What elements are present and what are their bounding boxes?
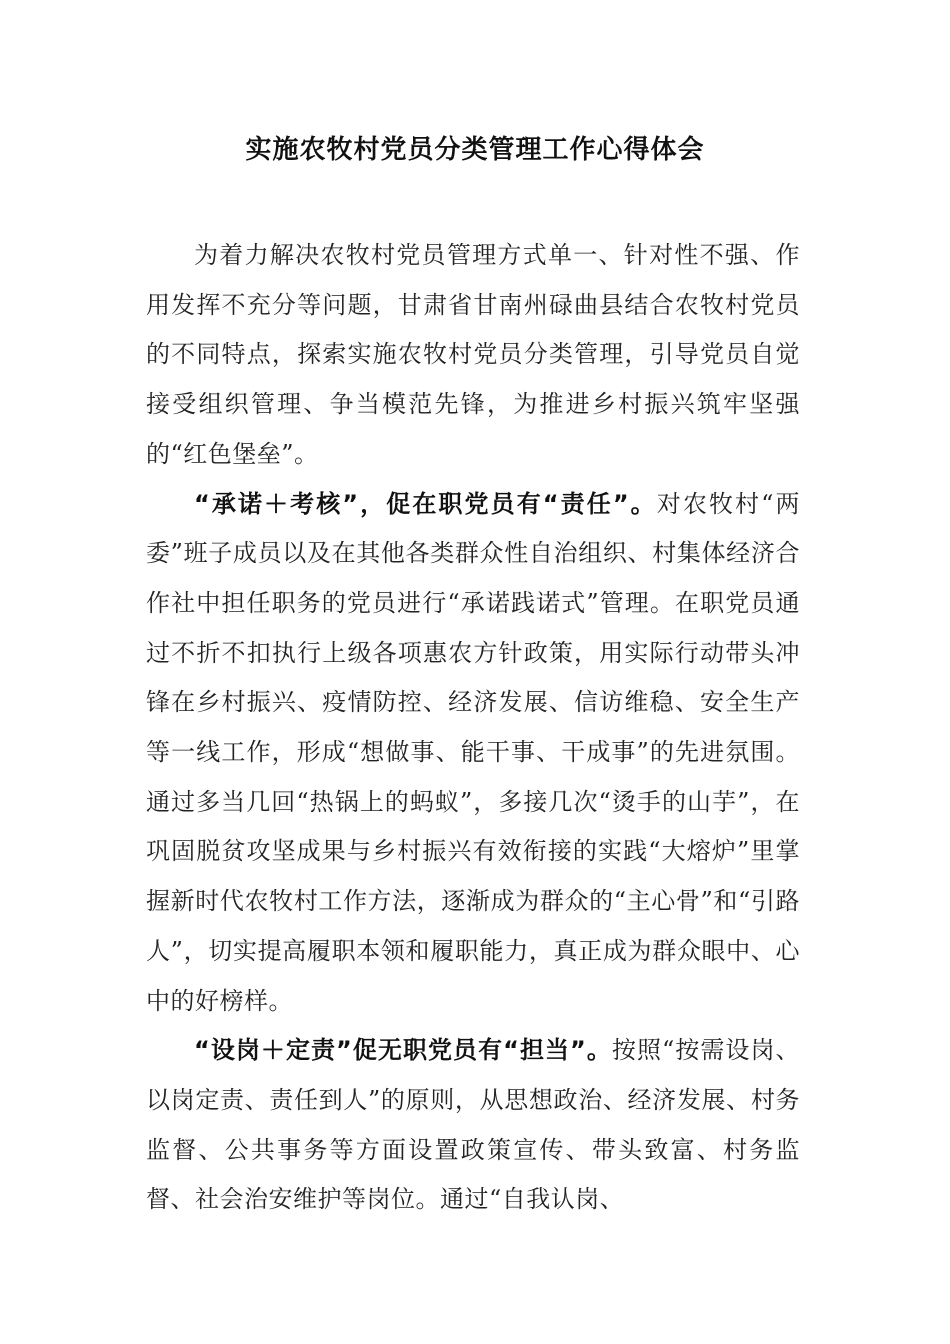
paragraph-intro (146, 231, 800, 480)
paragraph-in-office-members (146, 480, 800, 1027)
paragraph-lead: “设岗＋定责”促无职党员有“担当”。 (194, 1036, 612, 1065)
document-title: 实施农牧村党员分类管理工作心得体会 (245, 135, 705, 165)
paragraph-non-office-members (146, 1026, 800, 1225)
document-body (146, 231, 800, 1225)
paragraph-text: 对农牧村“两委”班子成员以及在其他各类群众性自治组织、村集体经济合作社中担任职务的党员进行“承诺践诺式”管理。在职党员通过不折不扣执行上级各项惠农方针政策，用实际行动带头冲锋在乡村振兴、疫情防控、经济发展、信访维稳、安全生产等一线工作，形成“想做事、能干事、干成事”的先进氛围。通过多当几回“热锅上的蚂蚁”，多接几次“烫手的山芋”，在巩固脱贫攻坚成果与乡村振兴有效衔接的实践“大熔炉”里掌握新时代农牧村工作方法，逐渐成为群众的“主心骨”和“引路人”，切实提高履职本领和履职能力，真正成为群众眼中、心中的好榜样。 (146, 489, 800, 1015)
paragraph-text: 为着力解决农牧村党员管理方式单一、针对性不强、作用发挥不充分等问题，甘肃省甘南州碌曲县结合农牧村党员的不同特点，探索实施农牧村党员分类管理，引导党员自觉接受组织管理、争当模范先锋，为推进乡村振兴筑牢坚强的“红色堡垒”。 (146, 241, 800, 468)
paragraph-lead: “承诺＋考核”，促在职党员有“责任”。 (194, 489, 657, 518)
paragraph-text: 按照“按需设岗、以岗定责、责任到人”的原则，从思想政治、经济发展、村务监督、公共事务等方面设置政策宣传、带头致富、村务监督、社会治安维护等岗位。通过“自我认岗、 (146, 1036, 800, 1214)
